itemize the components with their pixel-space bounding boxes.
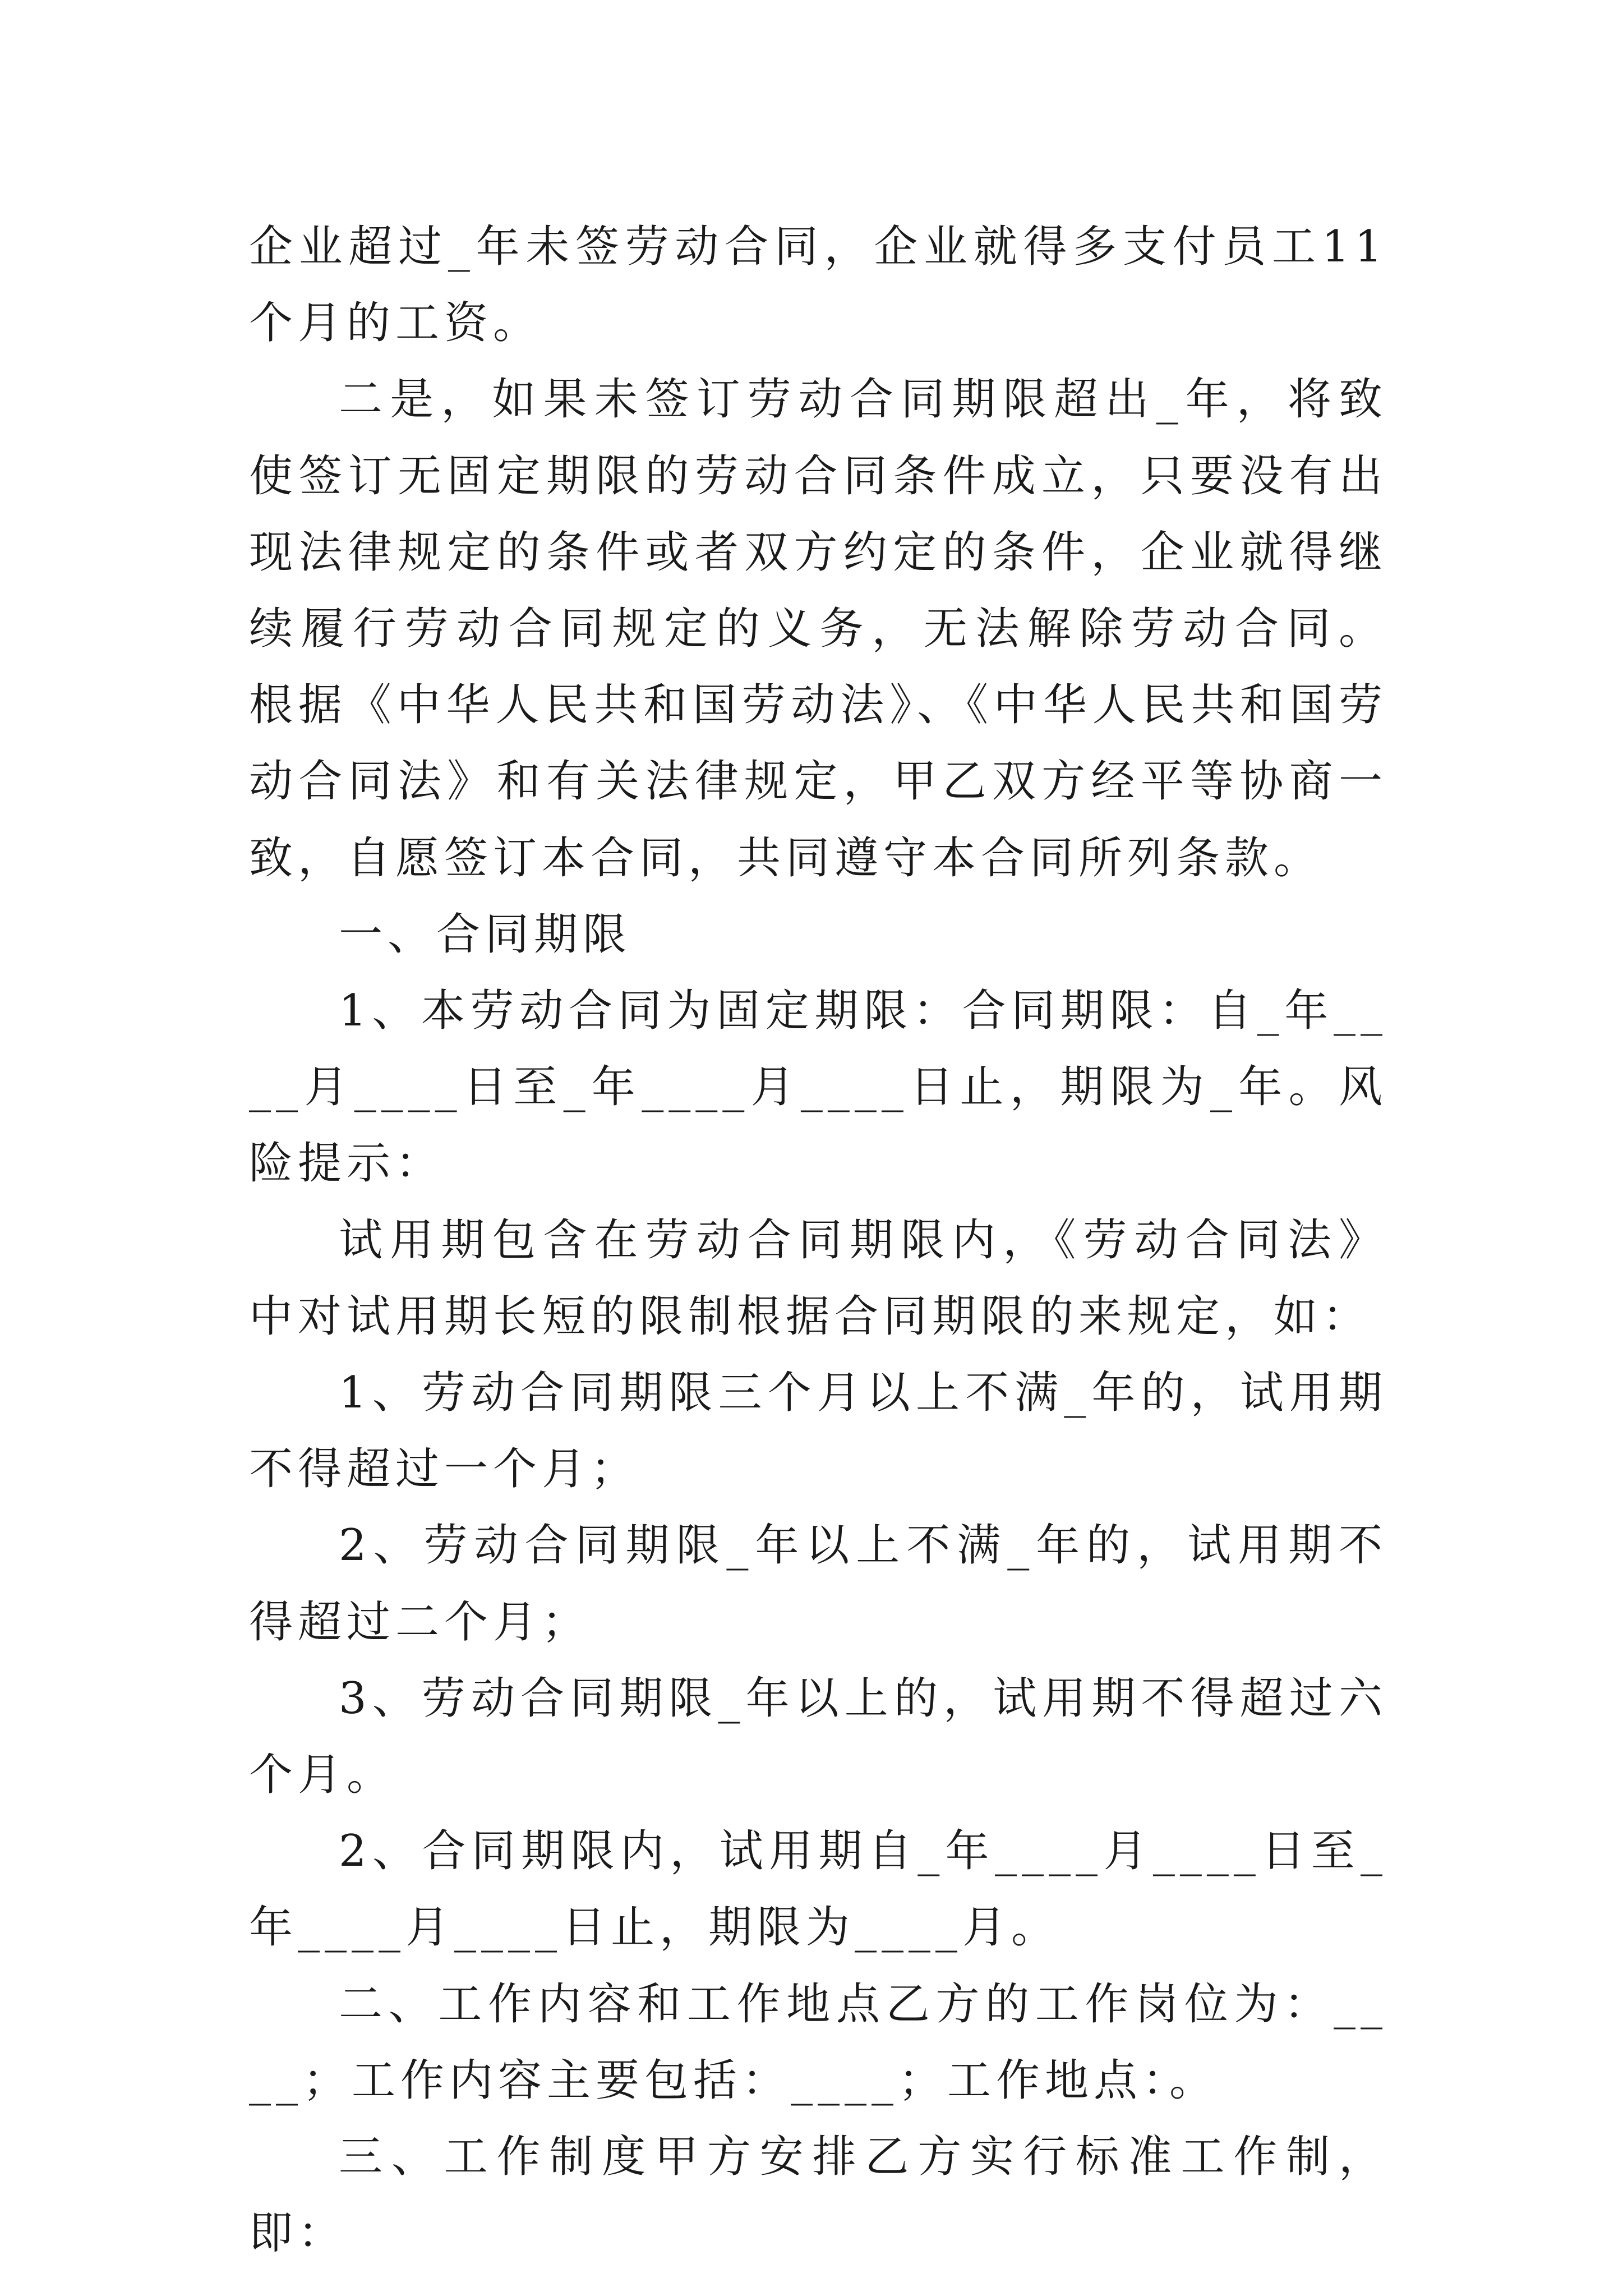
section-heading-work-schedule: 三、工作制度甲方安排乙方实行标准工作制，即：	[249, 2132, 1387, 2259]
list-item-probation-2: 2、劳动合同期限_年以上不满_年的，试用期不得超过二个月；	[249, 1520, 1387, 1648]
paragraph-overtime-wage: 企业超过_年未签劳动合同，企业就得多支付员工11个月的工资。	[249, 222, 1387, 349]
paragraph-no-fixed-term: 二是，如果未签订劳动合同期限超出_年，将致使签订无固定期限的劳动合同条件成立，只要没有出现法律规定的条件或者双方约定的条件，企业就得继续履行劳动合同规定的义务，无法解除劳动合同。 根据《中华人民共和国劳动法》、《中华人民共和国劳动合同法》和有关法律规定，甲乙双方经平等协商一致，自愿签订本合同，共同遵守本合同所列条款。	[249, 374, 1387, 884]
clause-fixed-term: 1、本劳动合同为固定期限：合同期限：自_年____月____日至_年____月____日止，期限为_年。风险提示：	[249, 986, 1387, 1189]
clause-probation-period: 2、合同期限内，试用期自_年____月____日至_年____月____日止，期限为____月。	[249, 1826, 1387, 1953]
section-heading-work-content: 二、工作内容和工作地点乙方的工作岗位为：____；工作内容主要包括：____；工作地点：。	[249, 1978, 1387, 2106]
section-heading-contract-term: 一、合同期限	[339, 909, 632, 960]
list-item-probation-3: 3、劳动合同期限_年以上的，试用期不得超过六个月。	[249, 1673, 1387, 1801]
document-body	[249, 209, 1387, 2271]
paragraph-probation-intro: 试用期包含在劳动合同期限内，《劳动合同法》中对试用期长短的限制根据合同期限的来规定，如：	[249, 1214, 1387, 1342]
list-item-probation-1: 1、劳动合同期限三个月以上不满_年的，试用期不得超过一个月；	[249, 1368, 1387, 1495]
